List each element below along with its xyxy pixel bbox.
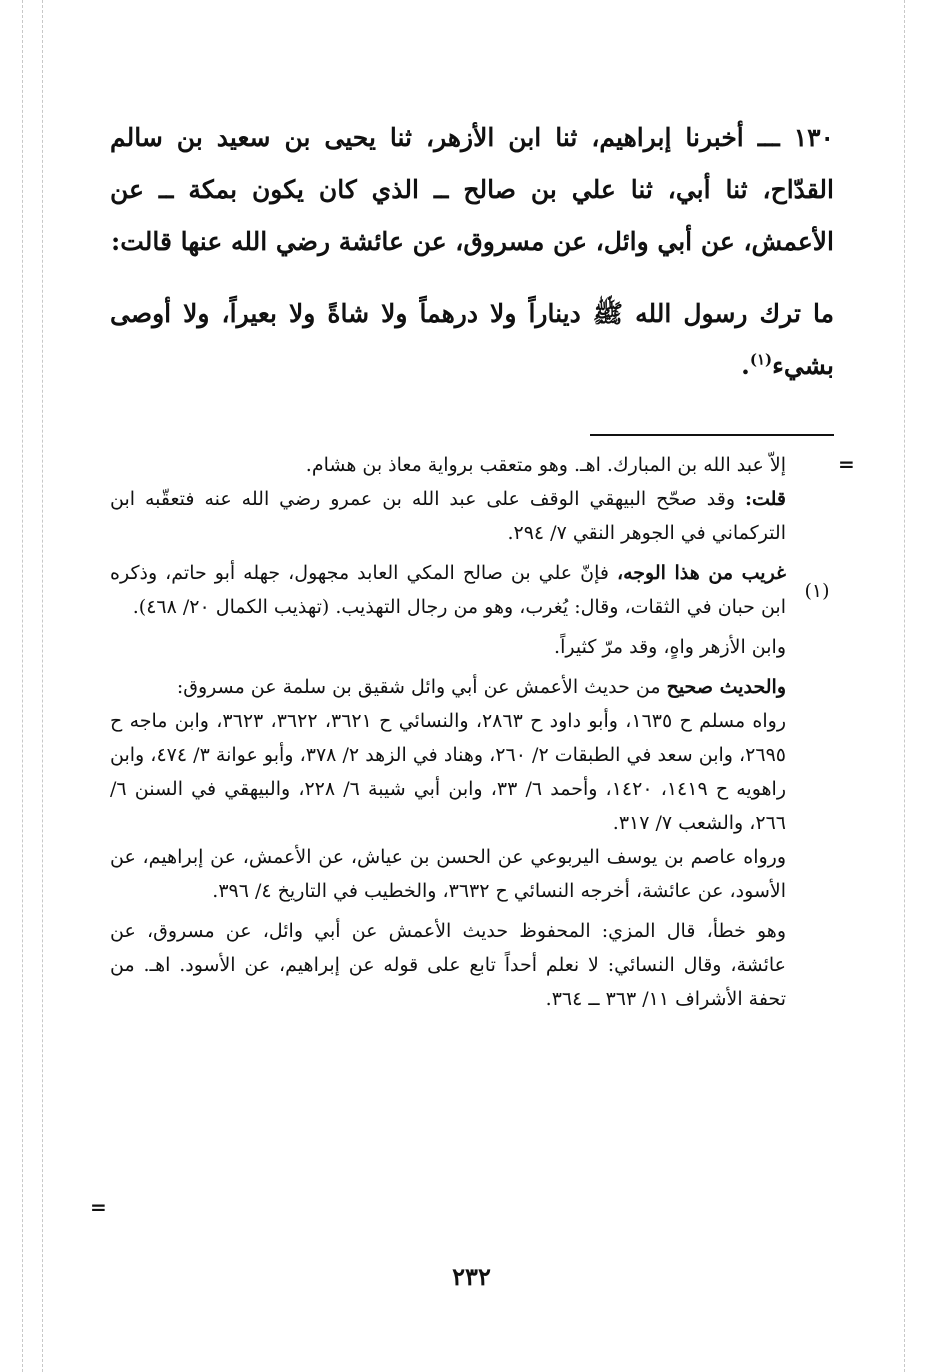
page-number: ٢٣٢ bbox=[452, 1262, 491, 1291]
hadith-matn-end: . bbox=[741, 351, 750, 380]
hadith-chain bbox=[110, 112, 834, 268]
footnote-1-text: فإنّ علي بن صالح المكي العابد مجهول، جهله أبو حاتم، وذكره ابن حبان في الثقات، وقال: يُغرب، وهو من رجال التهذيب. (تهذيب الكمال ٢٠/ ٤٦٨). bbox=[110, 562, 786, 618]
continuation-mark-bottom: = bbox=[90, 1195, 107, 1219]
footnote-sahih bbox=[110, 670, 786, 704]
footnote-continued-line: إلاّ عبد الله بن المبارك. اهـ. وهو متعقب برواية معاذ بن هشام. bbox=[305, 454, 786, 476]
main-text bbox=[110, 112, 834, 392]
footnote-qult bbox=[110, 482, 786, 550]
footnote-asim: ورواه عاصم بن يوسف اليربوعي عن الحسن بن عياش، عن الأعمش، عن إبراهيم، عن الأسود، عن عائشة، أخرجه النسائي ح ٣٦٣٢، والخطيب في التاريخ ٤/ ٣٩٦. bbox=[110, 846, 786, 902]
footnote-1 bbox=[110, 556, 786, 624]
footnote-azhar: وابن الأزهر واهٍ، وقد مرّ كثيراً. bbox=[554, 636, 786, 658]
footnote-sahih-text: من حديث الأعمش عن أبي وائل شقيق بن سلمة عن مسروق: bbox=[176, 676, 667, 698]
footnote-separator bbox=[590, 434, 834, 436]
footnote-qult-lead: قلت: bbox=[744, 488, 786, 510]
scan-edge-line bbox=[22, 0, 23, 1372]
scan-edge-line bbox=[42, 0, 43, 1372]
footnote-1-number: (١) bbox=[804, 580, 830, 602]
footnote-ref: (١) bbox=[749, 350, 773, 369]
footnotes bbox=[110, 448, 786, 1016]
footnote-qult-text: وقد صحّح البيهقي الوقف على عبد الله بن عمرو رضي الله عنه فتعقّبه ابن التركماني في الجوهر النقي ٧/ ٢٩٤. bbox=[110, 488, 786, 544]
hadith-number: ١٣٠ bbox=[793, 123, 834, 152]
footnote-rawah: رواه مسلم ح ١٦٣٥، وأبو داود ح ٢٨٦٣، والنسائي ح ٣٦٢١، ٣٦٢٢، ٣٦٢٣، وابن ماجه ح ٢٦٩٥، وابن سعد في الطبقات ٢/ ٢٦٠، وهناد في الزهد ٢/ ٣٧٨، وأبو عوانة ٣/ ٤٧٤، وابن راهويه ح ١٤١٩، ١٤٢٠، وأحمد ٦/ ٣٣، وابن أبي شيبة ٦/ ٢٢٨، والبيهقي في السنن ٦/ ٢٦٦، والشعب ٧/ ٣١٧. bbox=[110, 710, 787, 834]
continuation-mark-top: = bbox=[838, 452, 855, 476]
hadith-matn bbox=[110, 288, 834, 392]
footnote-khata: وهو خطأ، قال المزي: المحفوظ حديث الأعمش عن أبي وائل، عن مسروق، عن عائشة، وقال النسائي: لا نعلم أحداً تابع على قوله عن إبراهيم، عن الأسود. اهـ. من تحفة الأشراف ١١/ ٣٦٣ ــ ٣٦٤. bbox=[110, 920, 786, 1010]
footnote-sahih-lead: والحديث صحيح bbox=[666, 676, 786, 698]
footnote-1-lead: غريب من هذا الوجه، bbox=[616, 562, 786, 584]
hadith-matn-text: ما ترك رسول الله ﷺ ديناراً ولا درهماً ولا شاةً ولا بعيراً، ولا أوصى بشيء bbox=[110, 299, 834, 380]
hadith-isnad: ـــ أخبرنا إبراهيم، ثنا ابن الأزهر، ثنا يحيى بن سعيد بن سالم القدّاح، ثنا أبي، ثنا علي بن صالح ــ الذي كان يكون بمكة ــ عن الأعمش، عن أبي وائل، عن مسروق، عن عائشة رضي الله عنها قالت: bbox=[110, 123, 834, 256]
scan-edge-line bbox=[904, 0, 905, 1372]
